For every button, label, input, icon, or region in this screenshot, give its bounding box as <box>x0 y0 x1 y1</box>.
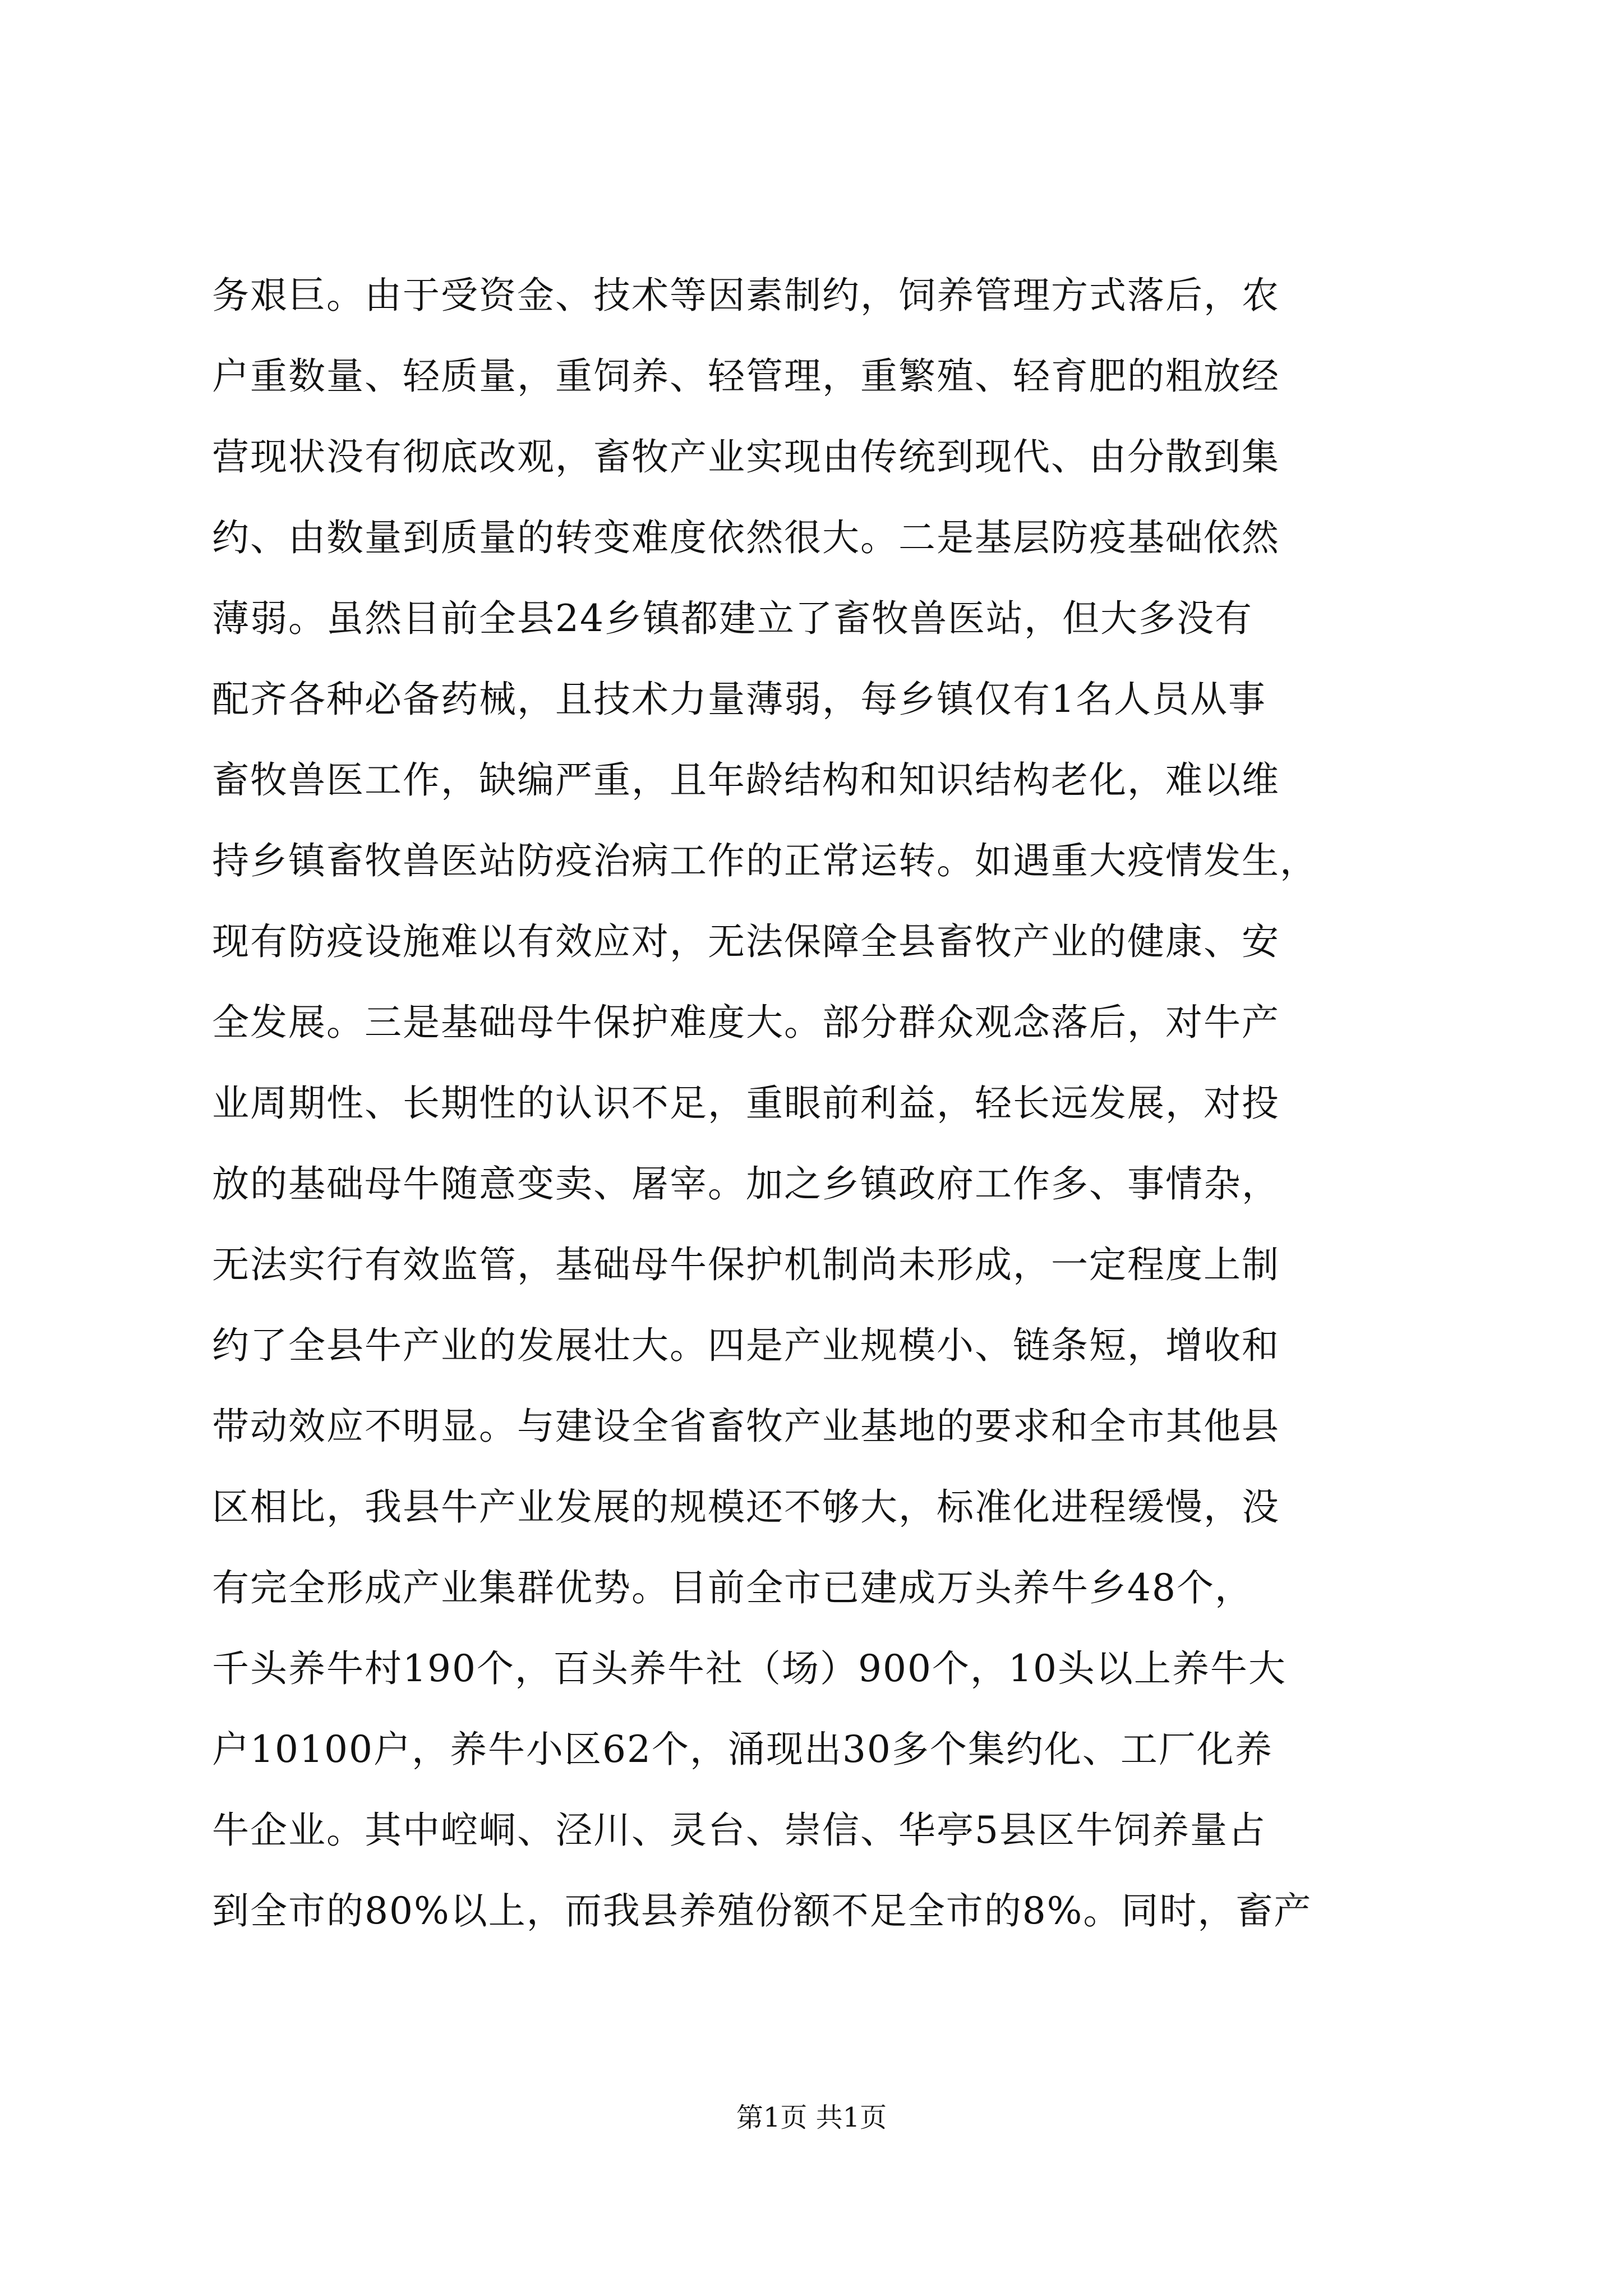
text-line: 持乡镇畜牧兽医站防疫治病工作的正常运转。如遇重大疫情发生， <box>212 839 1318 882</box>
text-line: 营现状没有彻底改观，畜牧产业实现由传统到现代、由分散到集 <box>212 435 1280 478</box>
text-line: 畜牧兽医工作，缺编严重，且年龄结构和知识结构老化，难以维 <box>212 758 1280 802</box>
text-line: 全发展。三是基础母牛保护难度大。部分群众观念落后，对牛产 <box>212 1001 1280 1044</box>
text-line: 薄弱。虽然目前全县24乡镇都建立了畜牧兽医站，但大多没有 <box>212 597 1253 640</box>
text-line: 牛企业。其中崆峒、泾川、灵台、崇信、华亭5县区牛饲养量占 <box>212 1809 1266 1852</box>
text-line: 放的基础母牛随意变卖、屠宰。加之乡镇政府工作多、事情杂， <box>212 1162 1280 1205</box>
text-line: 户10100户，养牛小区62个，涌现出30多个集约化、工厂化养 <box>212 1728 1273 1771</box>
text-line: 千头养牛村190个，百头养牛社（场）900个，10头以上养牛大 <box>212 1647 1287 1690</box>
text-line: 务艰巨。由于受资金、技术等因素制约，饲养管理方式落后，农 <box>212 274 1280 317</box>
text-line: 带动效应不明显。与建设全省畜牧产业基地的要求和全市其他县 <box>212 1405 1280 1448</box>
text-line: 配齐各种必备药械，且技术力量薄弱，每乡镇仅有1名人员从事 <box>212 678 1266 721</box>
text-line: 现有防疫设施难以有效应对，无法保障全县畜牧产业的健康、安 <box>212 920 1280 963</box>
body-text <box>212 255 1423 1952</box>
page-footer: 第1页 共1页 <box>736 2102 887 2133</box>
text-line: 约、由数量到质量的转变难度依然很大。二是基层防疫基础依然 <box>212 516 1280 559</box>
text-line: 户重数量、轻质量，重饲养、轻管理，重繁殖、轻育肥的粗放经 <box>212 355 1280 398</box>
text-line: 有完全形成产业集群优势。目前全市已建成万头养牛乡48个， <box>212 1566 1253 1609</box>
text-line: 无法实行有效监管，基础母牛保护机制尚未形成，一定程度上制 <box>212 1243 1280 1286</box>
text-line: 约了全县牛产业的发展壮大。四是产业规模小、链条短，增收和 <box>212 1324 1280 1367</box>
text-line: 区相比，我县牛产业发展的规模还不够大，标准化进程缓慢，没 <box>212 1485 1280 1529</box>
text-line: 到全市的80%以上，而我县养殖份额不足全市的8%。同时，畜产 <box>212 1889 1312 1932</box>
text-line: 业周期性、长期性的认识不足，重眼前利益，轻长远发展，对投 <box>212 1082 1280 1125</box>
